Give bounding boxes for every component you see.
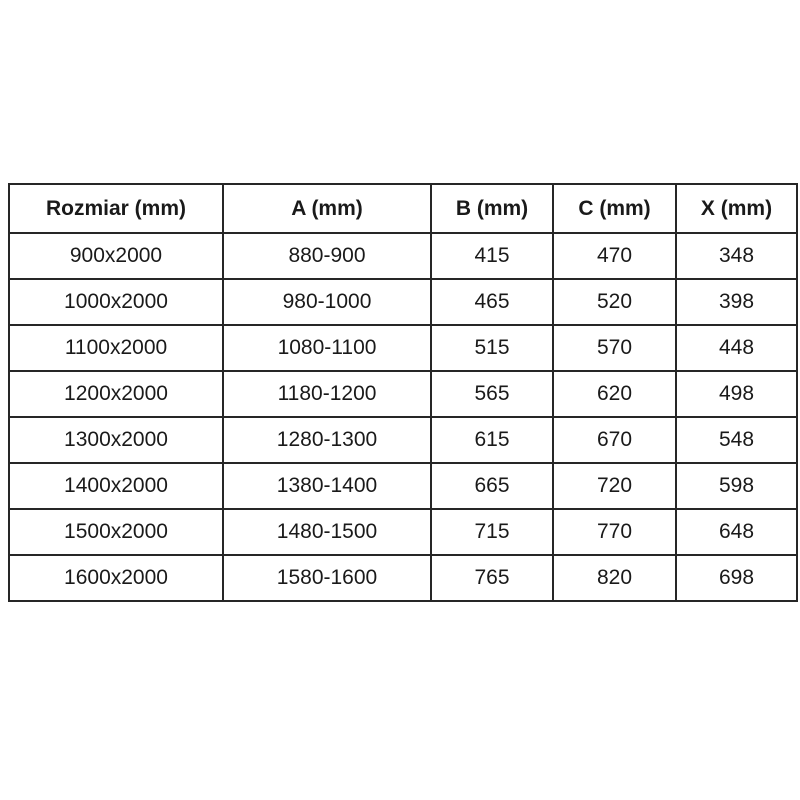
cell-rozmiar: 1200x2000 [9, 371, 223, 417]
cell-c: 820 [553, 555, 676, 601]
size-spec-table [8, 183, 798, 602]
cell-x: 498 [676, 371, 797, 417]
cell-x: 448 [676, 325, 797, 371]
cell-a: 1180-1200 [223, 371, 431, 417]
cell-rozmiar: 1000x2000 [9, 279, 223, 325]
cell-a: 980-1000 [223, 279, 431, 325]
table-row [9, 509, 797, 555]
header-row [9, 184, 797, 233]
cell-b: 615 [431, 417, 553, 463]
cell-c: 570 [553, 325, 676, 371]
cell-rozmiar: 1400x2000 [9, 463, 223, 509]
cell-x: 348 [676, 233, 797, 279]
cell-a: 1280-1300 [223, 417, 431, 463]
cell-b: 465 [431, 279, 553, 325]
cell-a: 880-900 [223, 233, 431, 279]
cell-rozmiar: 1500x2000 [9, 509, 223, 555]
column-header-x: X (mm) [676, 184, 797, 233]
cell-b: 415 [431, 233, 553, 279]
column-header-c: C (mm) [553, 184, 676, 233]
cell-rozmiar: 1300x2000 [9, 417, 223, 463]
cell-x: 398 [676, 279, 797, 325]
cell-b: 715 [431, 509, 553, 555]
table-row [9, 371, 797, 417]
cell-x: 648 [676, 509, 797, 555]
cell-b: 765 [431, 555, 553, 601]
table-row [9, 555, 797, 601]
cell-a: 1580-1600 [223, 555, 431, 601]
cell-b: 565 [431, 371, 553, 417]
size-spec-table-container [8, 183, 796, 602]
table-row [9, 417, 797, 463]
cell-c: 670 [553, 417, 676, 463]
column-header-rozmiar: Rozmiar (mm) [9, 184, 223, 233]
cell-a: 1480-1500 [223, 509, 431, 555]
table-row [9, 233, 797, 279]
cell-rozmiar: 1600x2000 [9, 555, 223, 601]
cell-a: 1380-1400 [223, 463, 431, 509]
column-header-b: B (mm) [431, 184, 553, 233]
table-row [9, 325, 797, 371]
cell-c: 470 [553, 233, 676, 279]
cell-c: 770 [553, 509, 676, 555]
cell-c: 720 [553, 463, 676, 509]
cell-x: 598 [676, 463, 797, 509]
cell-rozmiar: 1100x2000 [9, 325, 223, 371]
cell-b: 515 [431, 325, 553, 371]
cell-x: 698 [676, 555, 797, 601]
cell-a: 1080-1100 [223, 325, 431, 371]
table-row [9, 463, 797, 509]
table-row [9, 279, 797, 325]
column-header-a: A (mm) [223, 184, 431, 233]
cell-b: 665 [431, 463, 553, 509]
cell-rozmiar: 900x2000 [9, 233, 223, 279]
cell-x: 548 [676, 417, 797, 463]
cell-c: 520 [553, 279, 676, 325]
cell-c: 620 [553, 371, 676, 417]
